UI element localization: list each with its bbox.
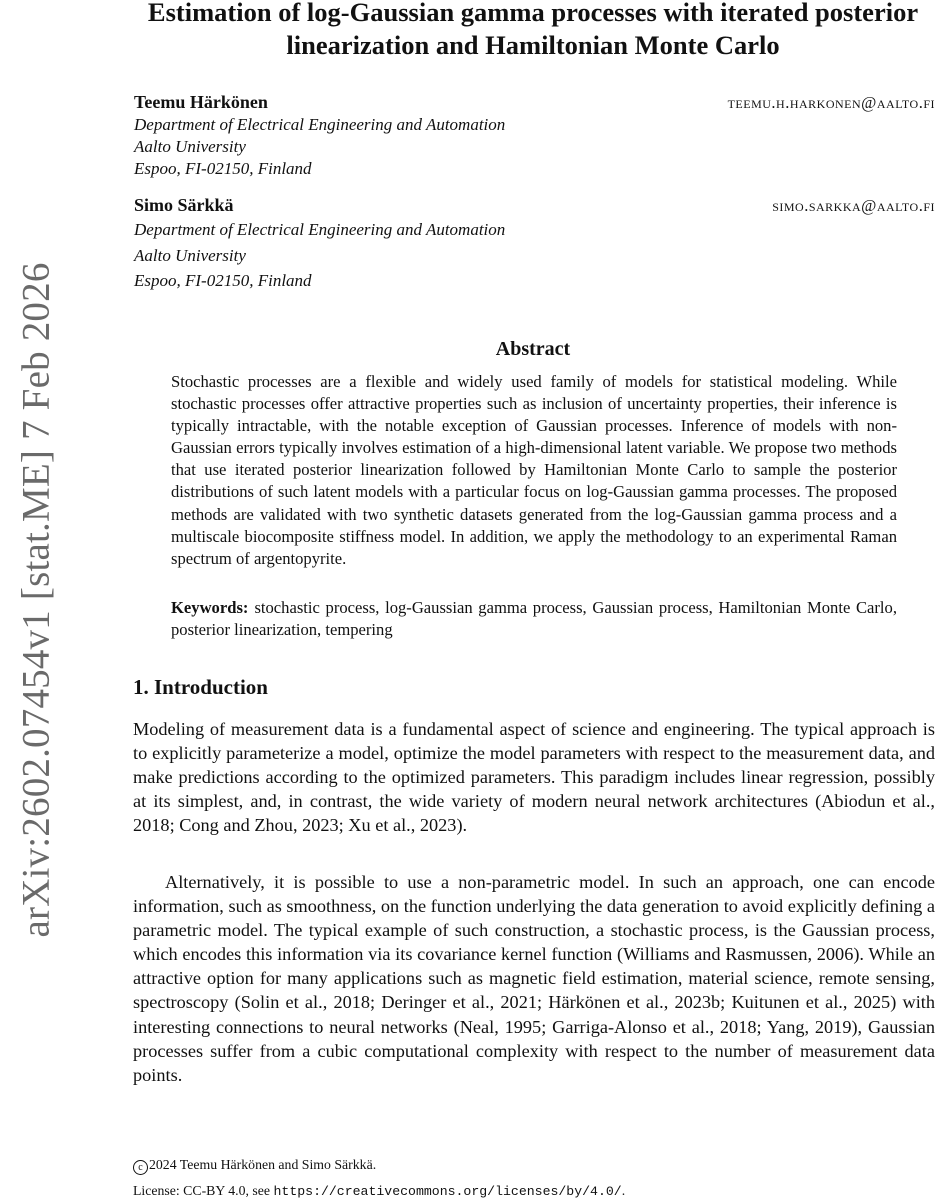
- author-email: simo.sarkka@aalto.fi: [772, 196, 935, 215]
- license-suffix: .: [621, 1183, 626, 1198]
- copyright-icon: c: [133, 1160, 148, 1175]
- author-affiliation-line: Department of Electrical Engineering and Automation: [134, 220, 506, 239]
- license-footnote: [133, 1183, 625, 1199]
- section-heading: 1. Introduction: [133, 675, 268, 699]
- keywords-list: stochastic process, log-Gaussian gamma process, Gaussian process, Hamiltonian Monte Carlo, posterior linearization, tempering: [171, 598, 897, 640]
- body-paragraph: Alternatively, it is possible to use a non-parametric model. In such an approach, one can encode information, such as smoothness, on the function underlying the data generation to avoid explicitly defining a parametric model. The typical example of such construction, a stochastic process, is the Gaussian process, which encodes this information via its covariance kernel function (Williams and Rasmussen, 2006). While an attractive option for many applications such as magnetic field estimation, material science, remote sensing, spectroscopy (Solin et al., 2018; Deringer et al., 2021; Härkönen et al., 2023b; Kuitunen et al., 2025) with interesting connections to neural networks (Neal, 1995; Garriga-Alonso et al., 2018; Yang, 2019), Gaussian processes suffer from a cubic computational complexity with respect to the number of measurement data points.: [133, 872, 935, 1085]
- author-affiliation-line: Aalto University: [134, 137, 246, 156]
- abstract-text: Stochastic processes are a flexible and widely used family of models for statistical modeling. While stochastic processes offer attractive properties such as inclusion of uncertainty properties, their inference is typically intractable, with the notable exception of Gaussian processes. Inference of models with non-Gaussian errors typically involves estimation of a high-dimensional latent variable. We propose two methods that use iterated posterior linearization followed by Hamiltonian Monte Carlo to sample the posterior distributions of such latent models with a particular focus on log-Gaussian gamma processes. The proposed methods are validated with two synthetic datasets generated from the log-Gaussian gamma process and a multiscale biocomposite stiffness model. In addition, we apply the methodology to an experimental Raman spectrum of argentopyrite.: [171, 372, 897, 568]
- abstract-heading: Abstract: [495, 338, 571, 360]
- keywords-label: Keywords:: [171, 598, 249, 617]
- author-name: Teemu Härkönen: [134, 92, 268, 112]
- license-link[interactable]: https://creativecommons.org/licenses/by/4.0/: [273, 1184, 622, 1199]
- author-name: Simo Särkkä: [134, 195, 234, 215]
- copyright-text: 2024 Teemu Härkönen and Simo Särkkä.: [149, 1157, 377, 1172]
- body-paragraph: Modeling of measurement data is a fundamental aspect of science and engineering. The typical approach is to explicitly parameterize a model, optimize the model parameters with respect to the measurement data, and make predictions according to the optimized parameters. This paradigm includes linear regression, possibly at its simplest, and, in contrast, the wide variety of modern neural network architectures (Abiodun et al., 2018; Cong and Zhou, 2023; Xu et al., 2023).: [133, 719, 935, 836]
- author-affiliation-line: Aalto University: [134, 245, 246, 265]
- author-email: teemu.h.harkonen@aalto.fi: [727, 93, 935, 112]
- arxiv-stamp: arXiv:2602.07454v1 [stat.ME] 7 Feb 2026: [14, 262, 58, 938]
- author-affiliation-line: Department of Electrical Engineering and Automation: [134, 115, 506, 134]
- author-block-2: [134, 195, 935, 294]
- paper-title: Estimation of log-Gaussian gamma processes with iterated posterior linearization and Hamiltonian Monte Carlo: [147, 0, 919, 60]
- license-prefix: License: CC-BY 4.0, see: [133, 1183, 271, 1198]
- copyright-footnote: [133, 1157, 376, 1175]
- author-affiliation-line: Espoo, FI-02150, Finland: [134, 271, 312, 290]
- author-block-1: [134, 92, 935, 180]
- author-affiliation-line: Espoo, FI-02150, Finland: [134, 159, 312, 178]
- keywords: [171, 597, 897, 641]
